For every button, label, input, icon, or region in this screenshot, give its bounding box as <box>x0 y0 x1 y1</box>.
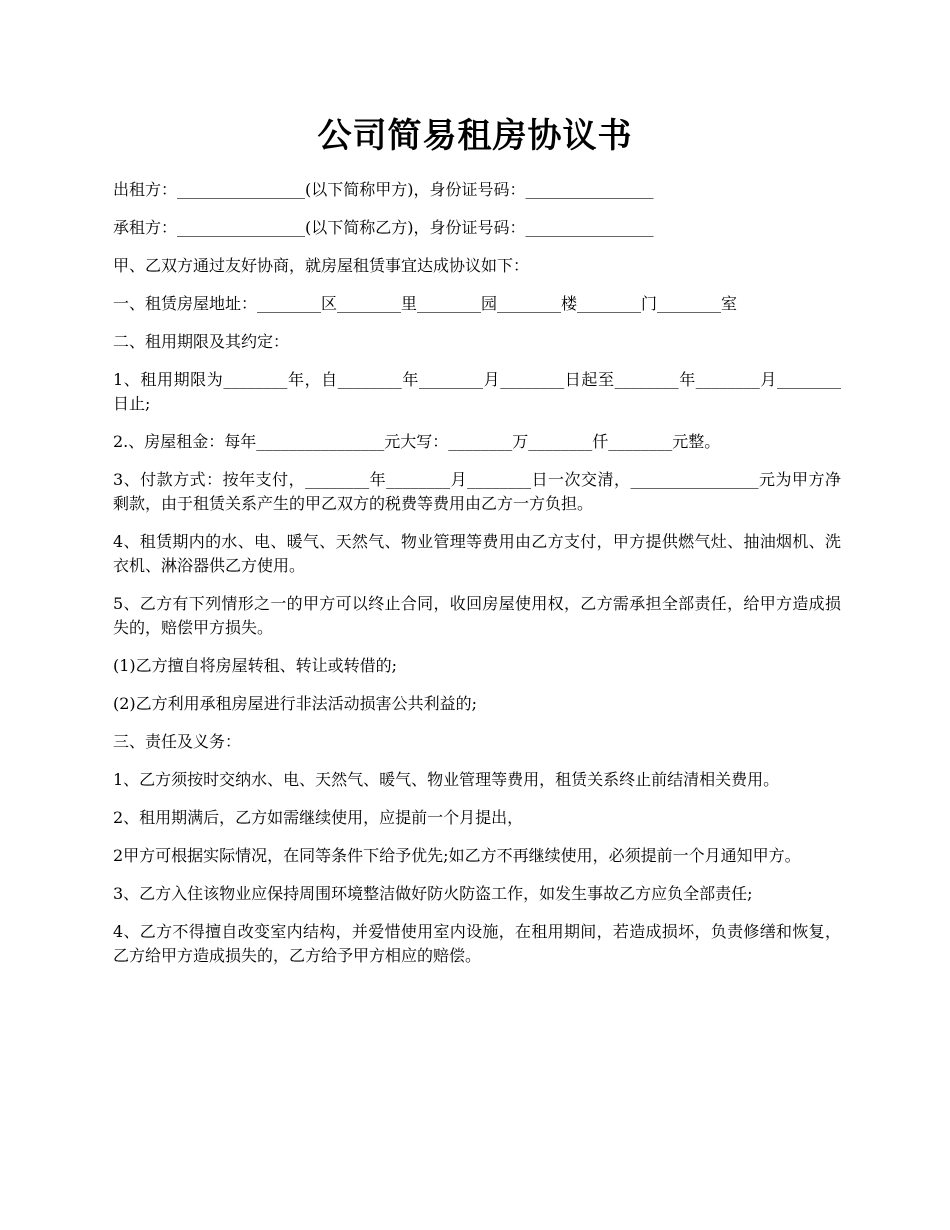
lessor-line: 出租方：________________(以下简称甲方)，身份证号码：________________ <box>113 180 654 199</box>
clause-lease-term: 1、租用期限为________年，自________年________月________日起至________年________月________日止; <box>113 370 841 413</box>
clause-payment: 3、付款方式：按年支付，________年________月________日一次交清，________________元为甲方净剩款，由于租赁关系产生的甲乙双方的税费等费用由乙方一方负担。 <box>113 470 841 513</box>
section-2-heading: 二、租用期限及其约定： <box>113 332 290 351</box>
duty-2-cont: 2甲方可根据实际情况，在同等条件下给予优先;如乙方不再继续使用，必须提前一个月通知甲方。 <box>113 846 801 865</box>
clause-utilities: 4、租赁期内的水、电、暖气、天然气、物业管理等费用由乙方支付，甲方提供燃气灶、抽油烟机、洗衣机、淋浴器供乙方使用。 <box>113 532 841 575</box>
termination-item-2: (2)乙方利用承租房屋进行非法活动损害公共利益的; <box>113 694 478 713</box>
document-body <box>113 178 841 982</box>
section-1-address: 一、租赁房屋地址：________区________里________园________楼________门________室 <box>113 294 738 313</box>
termination-item-1: (1)乙方擅自将房屋转租、转让或转借的; <box>113 656 398 675</box>
clause-rent: 2.、房屋租金：每年________________元大写：________万________仟________元整。 <box>113 432 721 451</box>
clause-termination: 5、乙方有下列情形之一的甲方可以终止合同，收回房屋使用权，乙方需承担全部责任，给甲方造成损失的，赔偿甲方损失。 <box>113 594 841 637</box>
lessee-line: 承租方：________________(以下简称乙方)，身份证号码：________________ <box>113 218 654 237</box>
document-title: 公司简易租房协议书 <box>317 116 633 156</box>
duty-1: 1、乙方须按时交纳水、电、天然气、暖气、物业管理等费用，租赁关系终止前结清相关费用。 <box>113 770 780 789</box>
duty-2: 2、租用期满后，乙方如需继续使用，应提前一个月提出， <box>113 808 524 827</box>
agreement-intro: 甲、乙双方通过友好协商，就房屋租赁事宜达成协议如下： <box>113 256 530 275</box>
duty-3: 3、乙方入住该物业应保持周围环境整洁做好防火防盗工作，如发生事故乙方应负全部责任; <box>113 884 753 903</box>
duty-4: 4、乙方不得擅自改变室内结构，并爱惜使用室内设施，在租用期间，若造成损坏，负责修缮和恢复，乙方给甲方造成损失的，乙方给予甲方相应的赔偿。 <box>113 922 841 965</box>
section-3-heading: 三、责任及义务： <box>113 732 242 751</box>
